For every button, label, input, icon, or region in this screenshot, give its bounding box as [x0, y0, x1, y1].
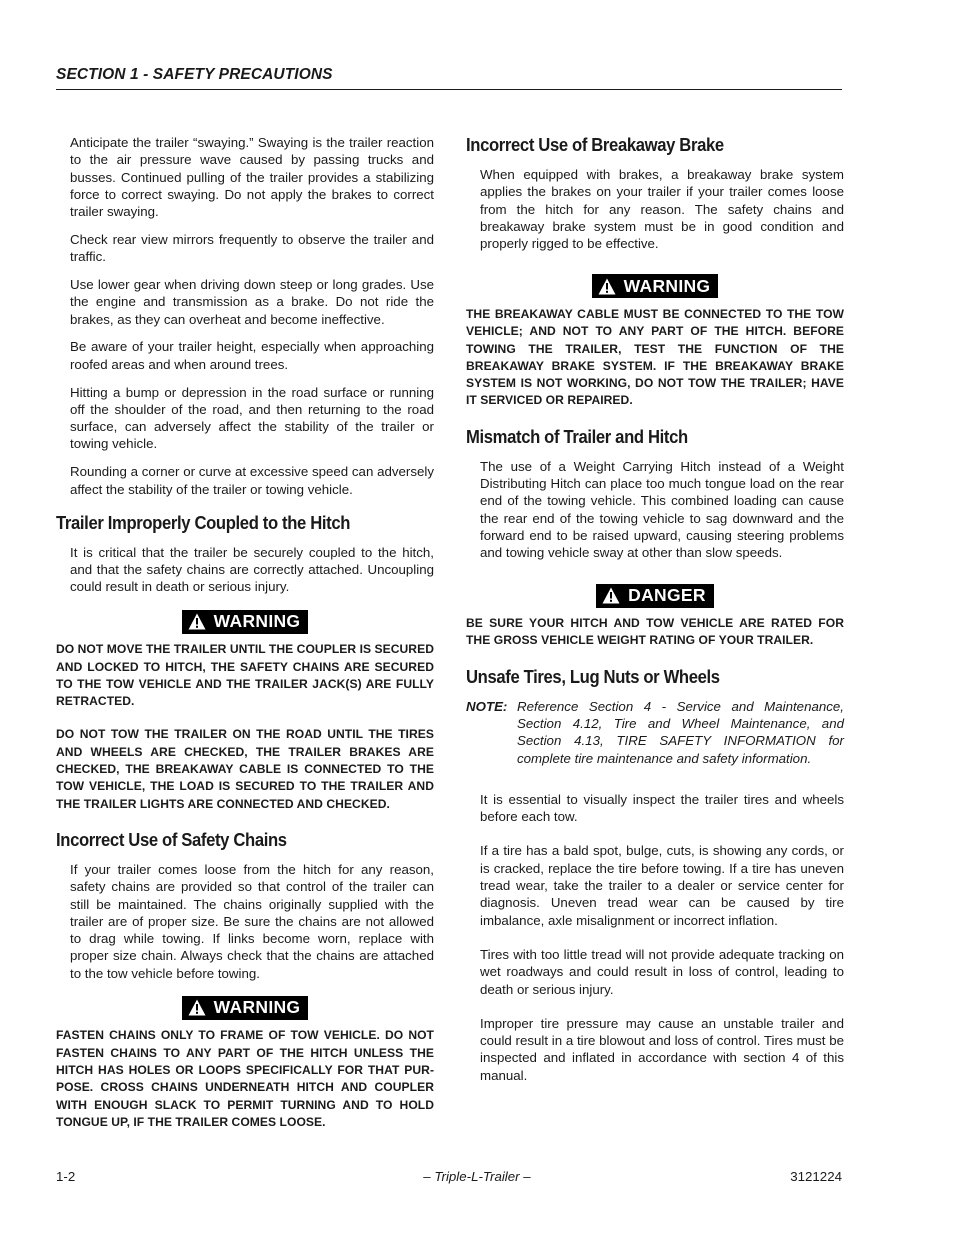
paragraph-breakaway: When equipped with brakes, a breakaway brake system applies the brakes on your trailer if your trailer comes loose from the hitch for any reason. The safety chains and breakaway brake system must be in good condition and properly rigged to be effective.	[480, 167, 844, 252]
warning-text-chains: FASTEN CHAINS ONLY TO FRAME OF TOW VEHICLE. DO NOT FASTEN CHAINS TO ANY PART OF THE HITCH UNLESS THE HITCH HAS HOLES OR LOOPS SPECIFICALLY FOR THAT PURPOSE. CROSS CHAINS UNDERNEATH HITCH AND COUPLER WITH ENOUGH SLACK TO PERMIT TURNING AND TO HOLD TONGUE UP, IF THE TRAILER COMES LOOSE.	[56, 1028, 434, 1129]
danger-triangle-icon	[602, 587, 620, 604]
header-rule	[56, 89, 842, 90]
danger-badge	[596, 584, 714, 608]
warning-badge	[182, 996, 309, 1020]
paragraph-lower-gear: Use lower gear when driving down steep or long grades. Use the engine and transmission as a brake. Do not ride the brakes, as they can overheat and become ineffective.	[70, 277, 434, 327]
warning-triangle-icon	[598, 278, 616, 295]
paragraph-mirrors: Check rear view mirrors frequently to observe the trailer and traffic.	[70, 231, 434, 265]
warning-badge	[592, 274, 719, 298]
note-text: Reference Section 4 - Service and Maintenance, Section 4.12, Tire and Wheel Maintenance, and Section 4.13, TIRE SAFETY INFORMATION for complete tire maintenance and safety information.	[517, 698, 844, 766]
footer-title: – Triple-L-Trailer –	[423, 1169, 531, 1184]
warning-text-breakaway: THE BREAKAWAY CABLE MUST BE CONNECTED TO THE TOW VEHICLE; AND NOT TO ANY PART OF THE HITCH. BEFORE TOWING THE TRAILER, TEST THE FUNCTION OF THE BREAKAWAY BRAKE SYSTEM. IF THE BREAKAWAY BRAKE SYSTEM IS NOT WORKING, DO NOT TOW THE TRAILER; HAVE IT SERVICED OR REPAIRED.	[466, 306, 844, 408]
warning-label: WARNING	[213, 611, 301, 632]
warning-triangle-icon	[188, 613, 206, 630]
heading-mismatch: Mismatch of Trailer and Hitch	[466, 425, 688, 447]
paragraph-inspect: It is essential to visually inspect the trailer tires and wheels before each tow.	[480, 791, 844, 825]
danger-label: DANGER	[628, 585, 706, 606]
paragraph-mismatch: The use of a Weight Carrying Hitch instead of a Weight Distributing Hitch can place too much tongue load on the rear end of the towing vehicle. This combined loading can cause the rear end of the towing vehicle to sag downward and the forward end to be raised upward, causing steering problems and towing vehicle sway at other than slow speeds.	[480, 458, 844, 561]
right-column	[466, 134, 844, 1094]
paragraph-pressure: Improper tire pressure may cause an unstable trailer and could result in a tire blowout and loss of control. Tires must be inspected and inflated in accordance with section 4 of this manual.	[480, 1015, 844, 1083]
warning-badge	[182, 610, 309, 634]
paragraph-bald-spot: If a tire has a bald spot, bulge, cuts, is showing any cords, or is cracked, replace the tire before towing. If a tire has uneven tread wear, take the trailer to a dealer or service center for diagnosis. Uneven tread wear can be caused by tire imbalance, axle misalignment or incorrect inflation.	[480, 843, 844, 928]
heading-tires: Unsafe Tires, Lug Nuts or Wheels	[466, 665, 720, 687]
paragraph-tread: Tires with too little tread will not provide adequate tracking on wet roadways and could result in loss of control, leading to death or serious injury.	[480, 946, 844, 997]
danger-text-hitch: BE SURE YOUR HITCH AND TOW VEHICLE ARE RATED FOR THE GROSS VEHICLE WEIGHT RATING OF YOUR TRAILER.	[466, 616, 844, 648]
note-block	[466, 698, 844, 767]
warning-triangle-icon	[188, 999, 206, 1016]
warning-label: WARNING	[623, 275, 711, 296]
warning-label: WARNING	[213, 997, 301, 1018]
paragraph-coupled: It is critical that the trailer be securely coupled to the hitch, and that the safety chains are correctly attached. Uncoupling could result in death or serious injury.	[70, 544, 434, 595]
paragraph-chains: If your trailer comes loose from the hitch for any reason, safety chains are provided so that control of the trailer can still be maintained. The chains originally supplied with the trailer are of proper size. Be sure the chains are not allowed to drag while towing. If links become worn, replace with proper size chain. Always check that the chains are attached to the tow vehicle before towing.	[70, 861, 434, 981]
document-number: 3121224	[790, 1169, 842, 1184]
paragraph-height: Be aware of your trailer height, especially when approaching roofed areas and when around trees.	[70, 339, 434, 372]
note-label: NOTE:	[466, 698, 508, 714]
paragraph-bump: Hitting a bump or depression in the road surface or running off the shoulder of the road, and then returning to the road surface, can adversely affect the stability of the trailer or towing vehicle.	[70, 384, 434, 452]
warning-text-tow: DO NOT TOW THE TRAILER ON THE ROAD UNTIL THE TIRES AND WHEELS ARE CHECKED, THE TRAILER BRAKES ARE CHECKED, THE BREAKAWAY CABLE IS CONNECTED TO THE TOW VEHICLE, THE LOAD IS SECURED TO THE TRAILER AND THE TRAILER LIGHTS ARE CONNECTED AND CHECKED.	[56, 727, 434, 811]
heading-safety-chains: Incorrect Use of Safety Chains	[56, 828, 287, 850]
page-number: 1-2	[56, 1169, 76, 1184]
paragraph-swaying: Anticipate the trailer “swaying.” Swaying is the trailer reaction to the air pressure wave caused by passing trucks and busses. Continued pulling of the trailer provides a stabilizing force to correct swaying. Do not apply the brakes to correct trailer swaying.	[70, 135, 434, 220]
warning-text-coupler: DO NOT MOVE THE TRAILER UNTIL THE COUPLER IS SECURED AND LOCKED TO HITCH, THE SAFETY CHAINS ARE SECURED TO THE TOW VEHICLE AND THE TRAILER JACK(S) ARE FULLY RETRACTED.	[56, 642, 434, 709]
heading-breakaway: Incorrect Use of Breakaway Brake	[466, 134, 724, 155]
heading-coupled: Trailer Improperly Coupled to the Hitch	[56, 511, 351, 533]
paragraph-corner: Rounding a corner or curve at excessive speed can adversely affect the stability of the trailer or towing vehicle.	[70, 464, 434, 497]
left-column	[56, 134, 434, 1147]
section-header: SECTION 1 - SAFETY PRECAUTIONS	[56, 66, 333, 83]
